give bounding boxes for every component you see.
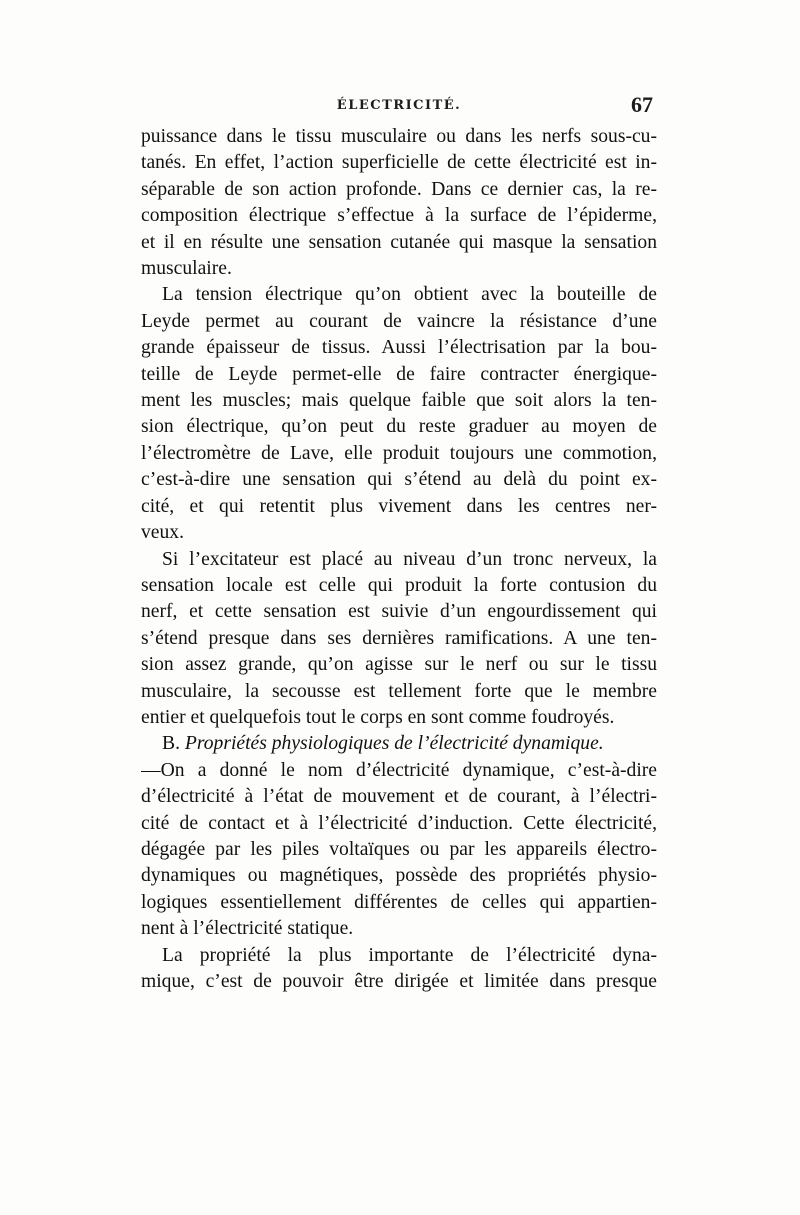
text-line: musculaire, la secousse est tellement forte que le membre [141, 680, 657, 702]
text-line: —On a donné le nom d’électricité dynamique, c’est-à-dire [141, 759, 657, 781]
text-line: c’est-à-dire une sensation qui s’étend au delà du point ex- [141, 469, 657, 491]
text-line: dynamiques ou magnétiques, possède des propriétés physio- [141, 865, 657, 887]
text-line: tanés. En effet, l’action superficielle de cette électricité est in- [141, 152, 657, 174]
paragraph [141, 731, 657, 942]
page-number: 67 [631, 92, 653, 117]
text-line: entier et quelquefois tout le corps en sont comme foudroyés. [141, 706, 615, 728]
text-line: teille de Leyde permet-elle de faire contracter énergique- [141, 363, 657, 385]
text-line: La propriété la plus importante de l’électricité dyna- [162, 944, 657, 966]
text-line: nent à l’électricité statique. [141, 918, 354, 940]
text-line: et il en résulte une sensation cutanée qui masque la sensation [141, 231, 657, 253]
section-heading-line [141, 731, 657, 757]
text-line: mique, c’est de pouvoir être dirigée et limitée dans presque [141, 971, 657, 992]
text-line: La tension électrique qu’on obtient avec la bouteille de [162, 284, 657, 306]
text-line: d’électricité à l’état de mouvement et de courant, à l’électri- [141, 786, 657, 808]
text-line: nerf, et cette sensation est suivie d’un engourdissement qui [141, 601, 657, 623]
text-line: dégagée par les piles voltaïques ou par les appareils électro- [141, 838, 657, 860]
paragraph [141, 547, 657, 732]
paragraph [141, 943, 657, 996]
text-line: musculaire. [141, 258, 232, 280]
running-title: ÉLECTRICITÉ. [336, 98, 462, 113]
text-line: sion électrique, qu’on peut du reste graduer au moyen de [141, 416, 657, 438]
text-line: s’étend presque dans ses dernières ramifications. A une ten- [141, 627, 657, 649]
text-line: cité, et qui retentit plus vivement dans les centres ner- [141, 495, 657, 517]
text-line: cité de contact et à l’électricité d’induction. Cette électricité, [141, 812, 657, 834]
text-line: l’électromètre de Lave, elle produit toujours une commotion, [141, 442, 657, 464]
text-line: Leyde permet au courant de vaincre la résistance d’une [141, 310, 657, 332]
paragraph [141, 282, 657, 546]
text-line: Si l’excitateur est placé au niveau d’un tronc nerveux, la [162, 548, 657, 570]
text-line: puissance dans le tissu musculaire ou dans les nerfs sous-cu- [141, 126, 657, 147]
section-marker: B. [162, 733, 180, 755]
text-line: veux. [141, 522, 184, 544]
body-text [141, 124, 657, 995]
text-line: séparable de son action profonde. Dans ce dernier cas, la re- [141, 178, 657, 200]
text-line: sensation locale est celle qui produit la forte contusion du [141, 574, 657, 596]
running-head [143, 92, 655, 122]
paragraph [141, 124, 657, 282]
text-line: grande épaisseur de tissus. Aussi l’électrisation par la bou- [141, 337, 657, 359]
text-line: composition électrique s’effectue à la surface de l’épiderme, [141, 205, 657, 227]
text-line: logiques essentiellement différentes de celles qui appartien- [141, 891, 657, 913]
text-line: ment les muscles; mais quelque faible que soit alors la ten- [141, 390, 657, 412]
section-heading: Propriétés physiologiques de l’électricité dynamique. [184, 733, 604, 755]
text-line: sion assez grande, qu’on agisse sur le nerf ou sur le tissu [141, 654, 657, 676]
